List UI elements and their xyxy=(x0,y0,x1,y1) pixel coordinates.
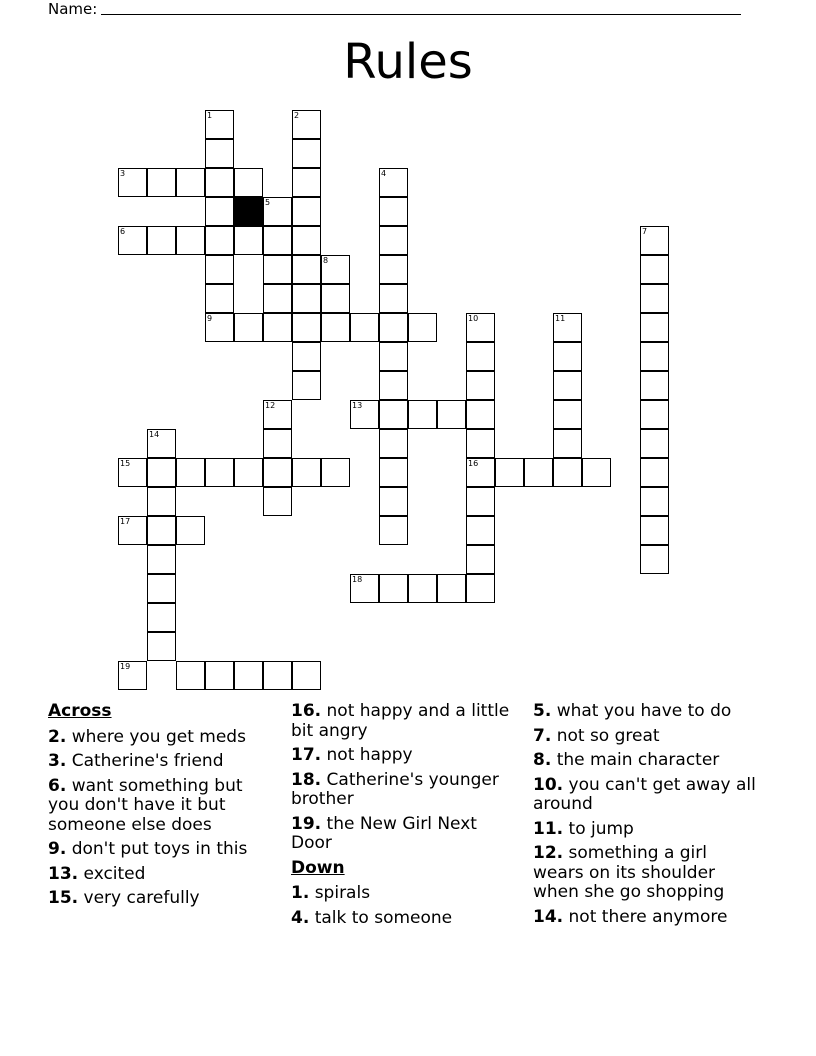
clue-number: 16. xyxy=(291,701,322,721)
grid-cell[interactable] xyxy=(263,255,292,284)
grid-clue-number: 1 xyxy=(207,111,213,120)
grid-cell[interactable] xyxy=(147,168,176,197)
clue-number: 19. xyxy=(291,813,322,834)
clue-text: you can't get away all around xyxy=(533,774,756,814)
grid-cell[interactable] xyxy=(379,313,408,342)
grid-cell[interactable] xyxy=(118,458,147,487)
grid-cell[interactable] xyxy=(205,197,234,226)
clue-text: Catherine's younger brother xyxy=(291,769,499,809)
grid-cell[interactable] xyxy=(176,226,205,255)
grid-cell[interactable] xyxy=(205,284,234,313)
grid-cell[interactable] xyxy=(263,226,292,255)
clue-item xyxy=(533,844,761,903)
grid-cell[interactable] xyxy=(147,516,176,545)
grid-cell[interactable] xyxy=(205,139,234,168)
grid-cell[interactable] xyxy=(147,487,176,516)
grid-cell[interactable] xyxy=(176,661,205,690)
grid-cell[interactable] xyxy=(205,313,234,342)
grid-cell[interactable] xyxy=(292,197,321,226)
grid-clue-number: 17 xyxy=(120,517,131,526)
clue-item xyxy=(48,889,276,909)
grid-cell[interactable] xyxy=(640,284,669,313)
grid-cell[interactable] xyxy=(379,400,408,429)
grid-cell[interactable] xyxy=(234,168,263,197)
grid-cell[interactable] xyxy=(292,110,321,139)
clue-item xyxy=(533,908,761,928)
clue-number: 3. xyxy=(48,751,67,771)
grid-cell[interactable] xyxy=(408,400,437,429)
grid-clue-number: 12 xyxy=(265,401,276,410)
grid-cell[interactable] xyxy=(553,342,582,371)
grid-cell[interactable] xyxy=(466,429,495,458)
clue-number: 7. xyxy=(533,725,552,746)
grid-cell[interactable] xyxy=(379,197,408,226)
clue-text: the New Girl Next Door xyxy=(291,813,477,853)
clue-text: excited xyxy=(78,863,146,884)
grid-cell[interactable] xyxy=(205,168,234,197)
grid-cell[interactable] xyxy=(640,458,669,487)
clue-text: not happy xyxy=(321,745,413,765)
grid-cell[interactable] xyxy=(379,516,408,545)
clue-number: 9. xyxy=(48,839,67,859)
grid-cell[interactable] xyxy=(553,371,582,400)
clue-number: 8. xyxy=(533,750,552,770)
grid-cell[interactable] xyxy=(118,168,147,197)
clue-text: Catherine's friend xyxy=(66,751,224,771)
grid-clue-number: 6 xyxy=(120,227,126,236)
grid-cell[interactable] xyxy=(350,574,379,603)
grid-cell[interactable] xyxy=(292,661,321,690)
grid-cell[interactable] xyxy=(263,284,292,313)
grid-cell[interactable] xyxy=(263,400,292,429)
grid-cell[interactable] xyxy=(292,371,321,400)
clue-number: 14. xyxy=(533,906,564,927)
grid-cell[interactable] xyxy=(524,458,553,487)
grid-cell[interactable] xyxy=(553,400,582,429)
grid-cell[interactable] xyxy=(147,632,176,661)
grid-cell[interactable] xyxy=(147,574,176,603)
clue-number: 2. xyxy=(48,726,67,747)
grid-cell[interactable] xyxy=(379,429,408,458)
clue-number: 13. xyxy=(48,863,79,884)
grid-cell[interactable] xyxy=(205,226,234,255)
clues-column-2 xyxy=(291,702,519,933)
grid-cell[interactable] xyxy=(118,226,147,255)
grid-cell[interactable] xyxy=(205,458,234,487)
grid-cell[interactable] xyxy=(553,458,582,487)
grid-cell[interactable] xyxy=(263,197,292,226)
clue-number: 6. xyxy=(48,775,67,796)
grid-cell[interactable] xyxy=(176,458,205,487)
clue-number: 1. xyxy=(291,883,310,903)
grid-cell[interactable] xyxy=(205,255,234,284)
clue-text: want something but you don't have it but someone else does xyxy=(48,775,243,835)
clue-number: 18. xyxy=(291,769,322,790)
grid-clue-number: 5 xyxy=(265,198,271,207)
clue-item xyxy=(48,728,276,748)
clue-item xyxy=(291,771,519,810)
clues-column-1 xyxy=(48,702,276,914)
clue-text: to jump xyxy=(563,818,634,839)
grid-cell[interactable] xyxy=(408,574,437,603)
grid-cell[interactable] xyxy=(234,661,263,690)
clues-column-3 xyxy=(533,702,761,932)
grid-cell[interactable] xyxy=(292,458,321,487)
grid-cell[interactable] xyxy=(147,545,176,574)
grid-cell[interactable] xyxy=(640,313,669,342)
grid-cell[interactable] xyxy=(437,400,466,429)
grid-clue-number: 13 xyxy=(352,401,363,410)
clue-text: not happy and a little bit angry xyxy=(291,701,510,741)
grid-cell[interactable] xyxy=(292,168,321,197)
grid-cell[interactable] xyxy=(466,313,495,342)
grid-clue-number: 11 xyxy=(555,314,566,323)
grid-cell[interactable] xyxy=(640,371,669,400)
grid-cell[interactable] xyxy=(176,516,205,545)
grid-cell[interactable] xyxy=(466,487,495,516)
grid-clue-number: 7 xyxy=(642,227,648,236)
grid-cell[interactable] xyxy=(582,458,611,487)
grid-cell[interactable] xyxy=(263,429,292,458)
clue-item xyxy=(533,702,761,722)
clue-number: 11. xyxy=(533,818,564,839)
grid-clue-number: 15 xyxy=(120,459,131,468)
clue-item xyxy=(533,820,761,840)
clue-item xyxy=(291,702,519,741)
clue-text: not so great xyxy=(551,725,660,746)
grid-clue-number: 14 xyxy=(149,430,160,439)
grid-cell[interactable] xyxy=(640,226,669,255)
clue-number: 17. xyxy=(291,745,322,765)
grid-cell[interactable] xyxy=(292,255,321,284)
grid-cell[interactable] xyxy=(466,400,495,429)
grid-cell[interactable] xyxy=(292,342,321,371)
clue-number: 15. xyxy=(48,888,79,908)
grid-cell[interactable] xyxy=(640,255,669,284)
grid-clue-number: 16 xyxy=(468,459,479,468)
clue-item xyxy=(48,840,276,860)
grid-cell[interactable] xyxy=(205,110,234,139)
clue-text: not there anymore xyxy=(563,906,728,927)
grid-cell[interactable] xyxy=(234,458,263,487)
clue-number: 10. xyxy=(533,774,564,795)
grid-cell[interactable] xyxy=(350,313,379,342)
grid-clue-number: 9 xyxy=(207,314,213,323)
clue-item xyxy=(48,865,276,885)
grid-cell[interactable] xyxy=(321,313,350,342)
grid-cell[interactable] xyxy=(147,226,176,255)
grid-cell[interactable] xyxy=(350,400,379,429)
page-title: Rules xyxy=(343,34,473,90)
grid-cell[interactable] xyxy=(263,313,292,342)
grid-cell[interactable] xyxy=(495,458,524,487)
clue-text: talk to someone xyxy=(309,907,453,928)
grid-cell[interactable] xyxy=(321,458,350,487)
grid-cell[interactable] xyxy=(640,516,669,545)
grid-cell[interactable] xyxy=(292,226,321,255)
grid-cell[interactable] xyxy=(379,574,408,603)
grid-cell[interactable] xyxy=(147,458,176,487)
grid-cell[interactable] xyxy=(263,487,292,516)
clue-number: 5. xyxy=(533,701,552,721)
grid-cell[interactable] xyxy=(379,255,408,284)
grid-cell[interactable] xyxy=(147,429,176,458)
name-label: Name: xyxy=(48,0,98,18)
grid-cell[interactable] xyxy=(466,342,495,371)
clue-item xyxy=(291,746,519,766)
clue-text: very carefully xyxy=(78,888,200,908)
clue-item xyxy=(533,751,761,771)
clue-text: spirals xyxy=(309,883,371,903)
grid-cell[interactable] xyxy=(379,342,408,371)
clue-item xyxy=(48,752,276,772)
grid-cell[interactable] xyxy=(640,429,669,458)
grid-cell[interactable] xyxy=(379,458,408,487)
clue-text: what you have to do xyxy=(551,701,732,721)
grid-cell[interactable] xyxy=(292,313,321,342)
grid-cell[interactable] xyxy=(408,313,437,342)
grid-cell[interactable] xyxy=(147,603,176,632)
clue-item xyxy=(291,815,519,854)
grid-cell[interactable] xyxy=(553,313,582,342)
grid-cell[interactable] xyxy=(379,168,408,197)
clue-item xyxy=(291,884,519,904)
clue-text: where you get meds xyxy=(66,726,246,747)
grid-cell[interactable] xyxy=(466,371,495,400)
grid-cell[interactable] xyxy=(640,545,669,574)
grid-cell[interactable] xyxy=(263,458,292,487)
grid-cell[interactable] xyxy=(176,168,205,197)
grid-cell[interactable] xyxy=(263,661,292,690)
grid-clue-number: 4 xyxy=(381,169,387,178)
grid-clue-number: 3 xyxy=(120,169,126,178)
grid-cell[interactable] xyxy=(640,400,669,429)
clue-item xyxy=(291,909,519,929)
clue-number: 4. xyxy=(291,907,310,928)
grid-cell[interactable] xyxy=(321,284,350,313)
grid-clue-number: 10 xyxy=(468,314,479,323)
grid-clue-number: 18 xyxy=(352,575,363,584)
grid-cell[interactable] xyxy=(379,284,408,313)
grid-cell[interactable] xyxy=(292,139,321,168)
grid-cell[interactable] xyxy=(292,284,321,313)
clue-text: something a girl wears on its shoulder when she go shopping xyxy=(533,843,725,902)
grid-cell[interactable] xyxy=(437,574,466,603)
grid-cell[interactable] xyxy=(234,226,263,255)
grid-cell[interactable] xyxy=(466,574,495,603)
grid-cell[interactable] xyxy=(205,661,234,690)
clue-number: 12. xyxy=(533,843,564,863)
grid-cell[interactable] xyxy=(640,342,669,371)
grid-clue-number: 2 xyxy=(294,111,300,120)
grid-cell[interactable] xyxy=(321,255,350,284)
across-header: Across xyxy=(48,701,112,721)
grid-cell[interactable] xyxy=(118,516,147,545)
clue-text: the main character xyxy=(551,750,720,770)
clue-item xyxy=(533,727,761,747)
down-header: Down xyxy=(291,857,345,878)
grid-clue-number: 8 xyxy=(323,256,329,265)
grid-cell[interactable] xyxy=(379,226,408,255)
grid-cell[interactable] xyxy=(118,661,147,690)
grid-cell[interactable] xyxy=(379,371,408,400)
grid-cell[interactable] xyxy=(466,545,495,574)
grid-cell[interactable] xyxy=(640,487,669,516)
clue-item xyxy=(48,777,276,836)
grid-block-cell xyxy=(234,197,263,226)
grid-cell[interactable] xyxy=(466,458,495,487)
grid-cell[interactable] xyxy=(553,429,582,458)
grid-cell[interactable] xyxy=(234,313,263,342)
grid-cell[interactable] xyxy=(466,516,495,545)
clue-text: don't put toys in this xyxy=(66,839,248,859)
grid-cell[interactable] xyxy=(379,487,408,516)
clue-item xyxy=(533,776,761,815)
grid-clue-number: 19 xyxy=(120,662,131,671)
